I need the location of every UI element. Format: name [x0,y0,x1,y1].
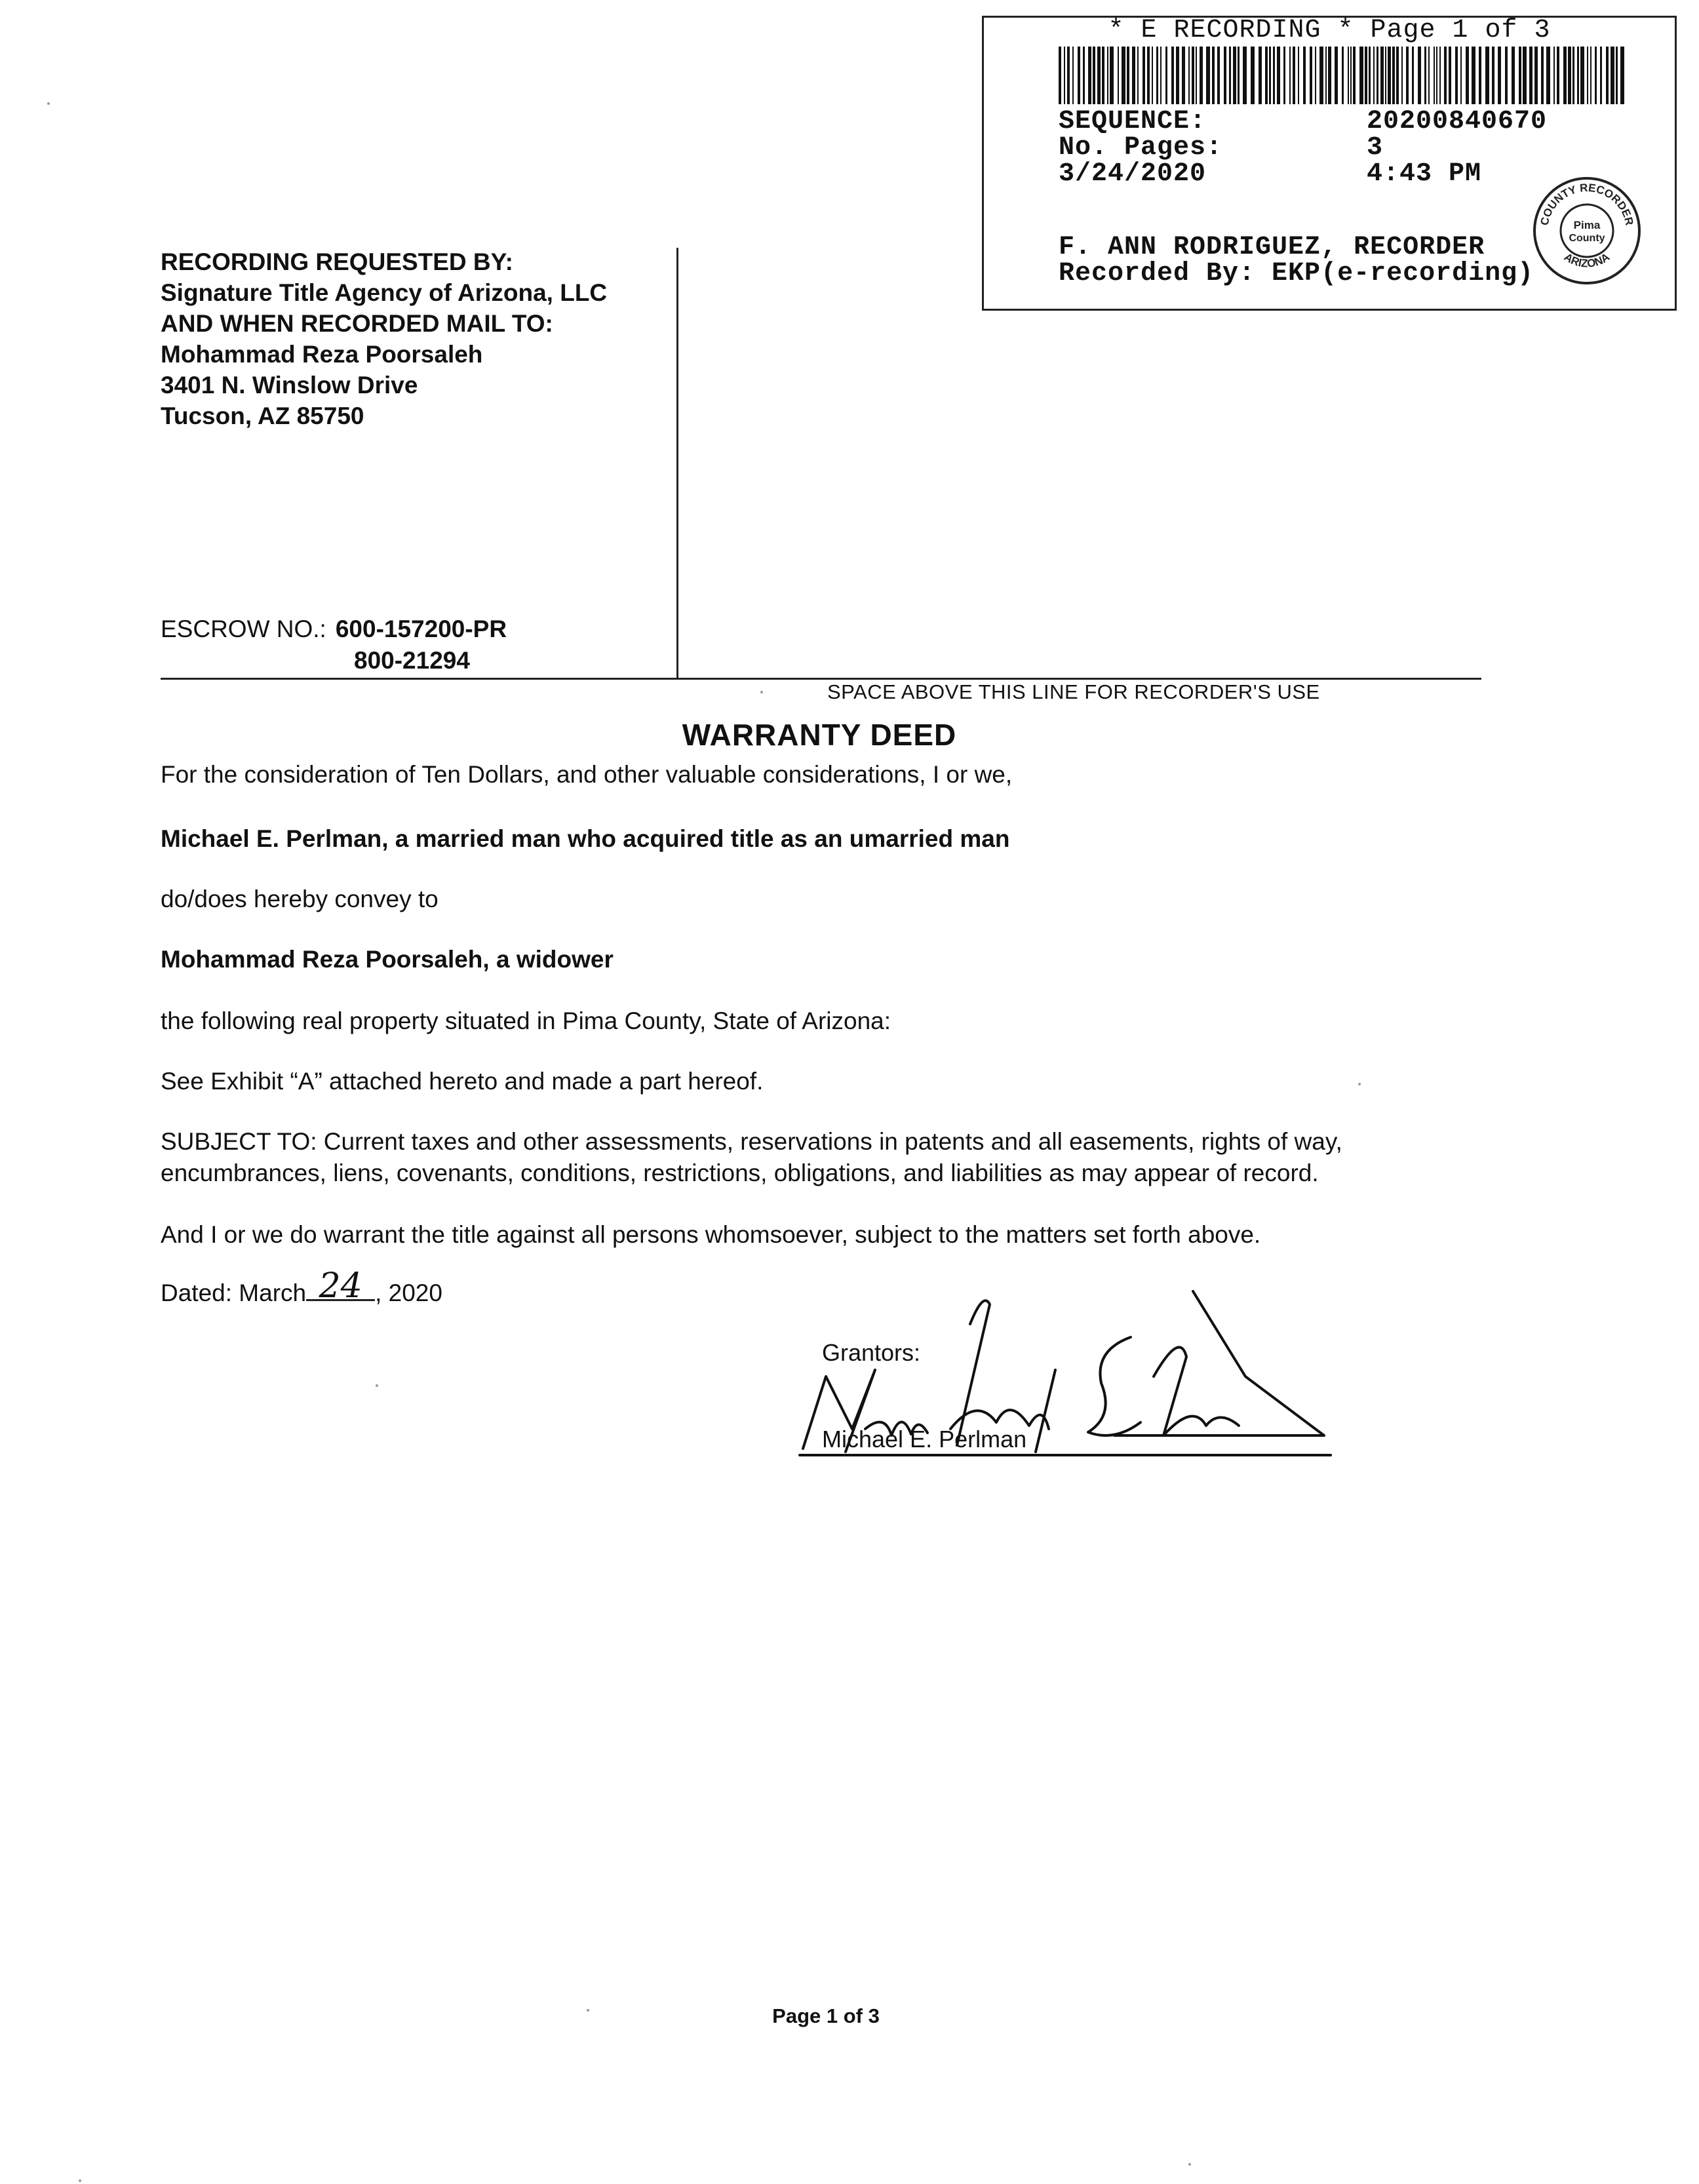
barcode-bar [1498,47,1501,104]
barcode-bar [1200,47,1203,104]
barcode-bar [1118,47,1119,104]
barcode-bar [1365,47,1367,104]
barcode-bar [1350,47,1352,104]
barcode-bar [1557,47,1559,104]
barcode-bar [1439,47,1441,104]
recorder-space-note: SPACE ABOVE THIS LINE FOR RECORDER'S USE [827,680,1320,703]
barcode-bar [1563,47,1567,104]
barcode-bar [1293,47,1295,104]
seal-bottom-text: ARIZONA [1561,250,1612,270]
dated-line [161,1266,442,1309]
barcode-bar [1142,47,1145,104]
barcode-bar [1298,47,1299,104]
barcode-bar [1277,47,1280,104]
mail-to-city: Tucson, AZ 85750 [161,402,364,429]
barcode-bar [1243,47,1247,104]
barcode-bar [1428,47,1430,104]
barcode-bar [1171,47,1174,104]
barcode-bar [1127,47,1129,104]
convey-text: do/does hereby convey to [161,886,439,912]
barcode-bar [1353,47,1356,104]
barcode-bar [1303,47,1306,104]
barcode-bar [1620,47,1624,104]
barcode-bar [1553,47,1555,104]
subject-to-line-1: SUBJECT TO: Current taxes and other assessments, reservations in patents and all easements, rights of way, [161,1128,1342,1155]
barcode-bar [1093,47,1095,104]
pages-label: No. Pages: [1059,133,1223,163]
barcode-bar [1110,47,1114,104]
barcode-bar [1568,47,1571,104]
barcode-bar [1078,47,1080,104]
sequence-label: SEQUENCE: [1059,107,1207,136]
barcode-bar [1434,47,1435,104]
barcode-bar [1335,47,1338,104]
barcode-bar [1072,47,1074,104]
barcode-bar [1505,47,1508,104]
recorder-space-line [161,678,1481,680]
grantor-text: Michael E. Perlman, a married man who acquired title as an umarried man [161,825,1010,852]
barcode-bar [1233,47,1236,104]
barcode-bar [1472,47,1475,104]
barcode-bar [1424,47,1426,104]
svg-text:ARIZONA [1562,250,1612,269]
barcode-bar [1122,47,1125,104]
barcode-bar [1217,47,1220,104]
barcode-bar [1176,47,1179,104]
barcode-bar [1265,47,1268,104]
seal-center-text-1: Pima [1573,219,1601,231]
page-number: Page 1 of 3 [772,2004,880,2027]
mail-to-name: Mohammad Reza Poorsaleh [161,341,483,368]
barcode-bar [1436,47,1437,104]
barcode-bar [1206,47,1210,104]
barcode-bar [1147,47,1150,104]
barcode-bar [1572,47,1574,104]
consideration-text: For the consideration of Ten Dollars, and other valuable considerations, I or we, [161,761,1013,788]
barcode-bar [1107,47,1108,104]
barcode-bar [1444,47,1447,104]
barcode-bar [1479,47,1481,104]
barcode-bar [1238,47,1240,104]
header-divider-vertical [676,248,678,678]
barcode-bar [1392,47,1395,104]
barcode-bar [1224,47,1226,104]
barcode-bar [1165,47,1167,104]
barcode-bar [1534,47,1538,104]
barcode-bar [1259,47,1262,104]
record-date: 3/24/2020 [1059,159,1207,189]
barcode-bar [1156,47,1158,104]
barcode-bar [1251,47,1255,104]
barcode-bar [1273,47,1275,104]
escrow-block [161,614,507,674]
warrant-text: And I or we do warrant the title against all persons whomsoever, subject to the matters set forth above. [161,1221,1261,1248]
scan-speck [587,2009,589,2012]
barcode-bar [1289,47,1291,104]
recorder-name: F. ANN RODRIGUEZ, RECORDER [1059,233,1485,262]
barcode-bar [1315,47,1316,104]
scan-speck [1358,1083,1361,1085]
grantee-text: Mohammad Reza Poorsaleh, a widower [161,946,614,973]
barcode-bar [1102,47,1104,104]
barcode-bar [1611,47,1614,104]
subject-to-line-2: encumbrances, liens, covenants, conditions, restrictions, obligations, and liabilities as may appear of record. [161,1160,1319,1186]
barcode-bar [1546,47,1550,104]
barcode-bar [1192,47,1194,104]
mail-to-address: 3401 N. Winslow Drive [161,372,418,399]
barcode-bar [1455,47,1458,104]
seal-center-text-2: County [1569,233,1605,244]
recorder-stamp [982,16,1677,311]
barcode-bar [1377,47,1378,104]
grantor-printed-name: Michael E. Perlman [822,1426,1027,1453]
record-time: 4:43 PM [1367,159,1482,189]
barcode-bar [1485,47,1489,104]
barcode-bar [1616,47,1618,104]
barcode-bar [1088,47,1091,104]
grantors-label: Grantors: [822,1339,921,1366]
recording-request-block [161,246,607,431]
scan-speck [47,102,50,105]
county-seal [1531,175,1643,286]
barcode-bar [1229,47,1231,104]
barcode-bar [1580,47,1584,104]
barcode-bar [1418,47,1421,104]
barcode-bar [1097,47,1101,104]
barcode-bar [1492,47,1494,104]
escrow-number-1: 600-157200-PR [335,615,507,642]
dated-label: Dated: March [161,1279,307,1306]
barcode-bar [1523,47,1527,104]
barcode-bar [1541,47,1544,104]
document-title: WARRANTY DEED [682,718,957,752]
barcode-bar [1348,47,1349,104]
barcode-bar [1359,47,1363,104]
barcode-bar [1519,47,1521,104]
barcode-bar [1067,47,1070,104]
barcode-bar [1401,47,1403,104]
barcode-bar [1396,47,1399,104]
barcode-bar [1577,47,1579,104]
stamp-header: * E RECORDING * Page 1 of 3 [1108,16,1551,45]
barcode-bar [1269,47,1271,104]
barcode-bar [1600,47,1602,104]
barcode-bar [1595,47,1597,104]
barcode-bar [1319,47,1323,104]
escrow-label: ESCROW NO.: [161,615,326,642]
barcode-bar [1587,47,1588,104]
scan-speck [760,691,763,693]
barcode-bar [1196,47,1197,104]
barcode-bar [1083,47,1085,104]
barcode-bar [1606,47,1609,104]
barcode-bar [1466,47,1469,104]
recorded-by: Recorded By: EKP(e-recording) [1059,259,1534,288]
barcode-bar [1188,47,1190,104]
property-text: the following real property situated in Pima County, State of Arizona: [161,1007,891,1034]
barcode-bar [1385,47,1386,104]
pages-value: 3 [1367,133,1384,163]
barcode-bar [1342,47,1344,104]
barcode-bar [1283,47,1285,104]
barcode [1059,47,1629,104]
barcode-bar [1406,47,1409,104]
escrow-number-2: 800-21294 [354,647,470,674]
barcode-bar [1182,47,1185,104]
barcode-bar [1328,47,1331,104]
barcode-bar [1412,47,1414,104]
dated-day: 24 [306,1273,375,1301]
barcode-bar [1388,47,1391,104]
scan-speck [376,1384,378,1387]
scan-speck [79,2179,81,2182]
barcode-bar [1059,47,1061,104]
barcode-bar [1152,47,1153,104]
barcode-bar [1325,47,1327,104]
barcode-bar [1380,47,1384,104]
barcode-bar [1369,47,1371,104]
barcode-bar [1160,47,1162,104]
barcode-bar [1137,47,1139,104]
mail-to-label: AND WHEN RECORDED MAIL TO: [161,310,553,337]
requested-by-label: RECORDING REQUESTED BY: [161,248,513,275]
barcode-bar [1064,47,1065,104]
exhibit-text: See Exhibit “A” attached hereto and made a part hereof. [161,1068,764,1095]
barcode-bar [1132,47,1135,104]
barcode-bar [1212,47,1215,104]
dated-year: , 2020 [375,1279,442,1306]
barcode-bar [1529,47,1533,104]
seal-top-text: COUNTY RECORDER [1538,181,1636,227]
barcode-bar [1449,47,1451,104]
barcode-bar [1590,47,1592,104]
requested-by: Signature Title Agency of Arizona, LLC [161,279,608,306]
barcode-bar [1310,47,1312,104]
barcode-bar [1512,47,1515,104]
sequence-value: 20200840670 [1367,107,1548,136]
barcode-bar [1460,47,1462,104]
scan-speck [1188,2163,1191,2166]
barcode-bar [1373,47,1375,104]
